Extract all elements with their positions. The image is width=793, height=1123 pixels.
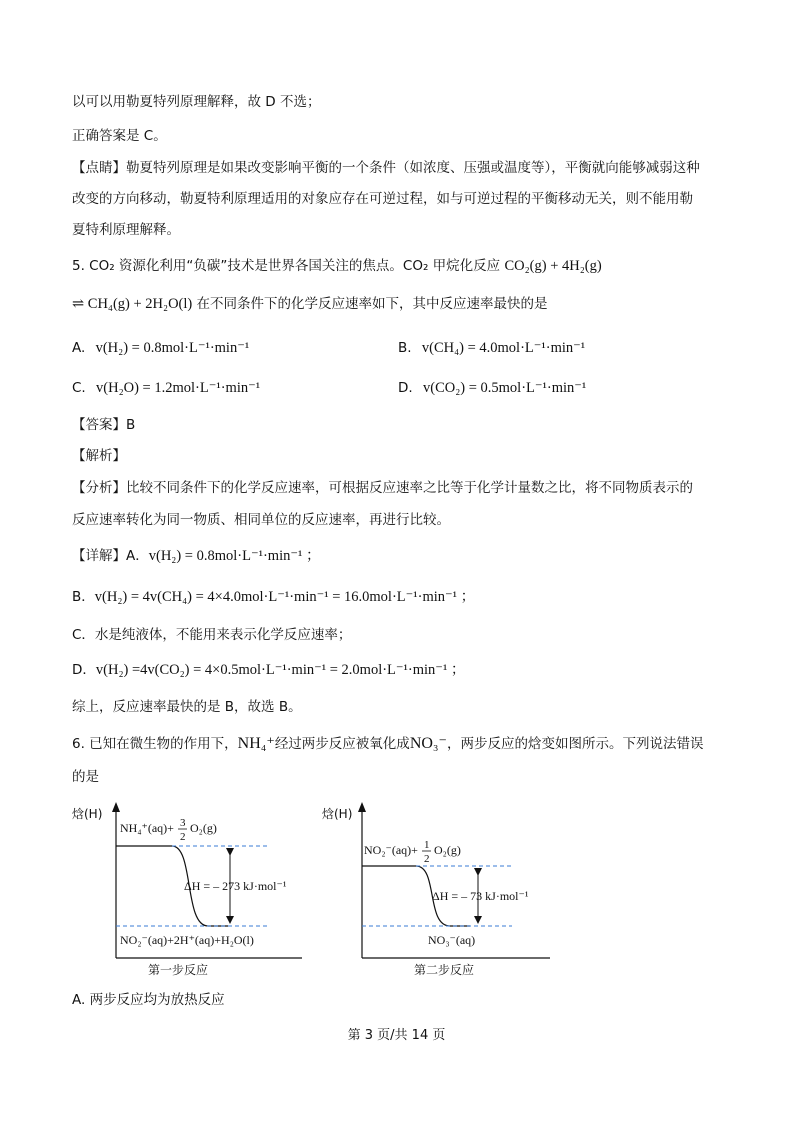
- detail-expression: v(H₂) =4v(CO₂) = 4×0.5mol·L⁻¹·min⁻¹ = 2.0mol·L⁻¹·min⁻¹ ；: [95, 662, 466, 678]
- q5-detail-d: [72, 660, 465, 680]
- q6-stem-line-1: [72, 734, 703, 754]
- option-letter: C.: [72, 380, 86, 396]
- option-letter: A.: [72, 340, 86, 356]
- option-expression: v(CO₂) = 0.5mol·L⁻¹·min⁻¹: [422, 380, 587, 396]
- detail-expression: v(H₂) = 4v(CH₄) = 4×4.0mol·L⁻¹·min⁻¹ = 16.0mol·L⁻¹·min⁻¹ ；: [94, 589, 476, 605]
- q6-stem-mid: 经过两步反应被氧化成: [274, 736, 410, 752]
- option-expression: v(H₂) = 0.8mol·L⁻¹·min⁻¹: [95, 340, 250, 356]
- q5-detail-b: [72, 587, 475, 607]
- axis-label: 焓(H): [72, 807, 103, 821]
- axis-label: 焓(H): [322, 807, 353, 821]
- fraction-numerator: 1: [424, 839, 430, 851]
- q5-equation-left: CO₂(g) + 4H₂(g): [504, 258, 602, 274]
- q5-detail-a: [72, 546, 321, 566]
- q5-stem-line-2: [72, 294, 548, 314]
- q5-equation-right: ⇌ CH₄(g) + 2H₂O(l): [72, 296, 193, 312]
- product-label: NO₃⁻(aq): [428, 933, 476, 947]
- q6-ion-nitrate: NO₃⁻: [409, 735, 447, 752]
- prev-solution-line-2: 正确答案是 C。: [72, 128, 167, 144]
- q5-option-a[interactable]: [72, 338, 249, 358]
- enthalpy-diagram-step-1: [72, 798, 312, 980]
- q5-option-d[interactable]: [398, 378, 586, 398]
- prev-solution-line-1: 以可以用勒夏特列原理解释，故 D 不选；: [72, 94, 321, 110]
- y-axis-arrow: [112, 802, 120, 812]
- option-letter: B.: [398, 340, 412, 356]
- q5-option-c[interactable]: [72, 378, 260, 398]
- enthalpy-diagram-step-2: [320, 798, 560, 980]
- detail-label: D．: [72, 662, 96, 678]
- fraction-numerator: 3: [180, 817, 186, 829]
- q6-ion-ammonium: NH₄⁺: [237, 735, 275, 752]
- q5-stem-suffix: 在不同条件下的化学反应速率如下，其中反应速率最快的是: [192, 296, 548, 312]
- q5-stem-prefix: 5. CO₂ 资源化利用“负碳”技术是世界各国关注的焦点。CO₂ 甲烷化反应: [72, 258, 505, 274]
- q5-answer: 【答案】B: [72, 417, 136, 433]
- comment-line-1: 【点睛】勒夏特列原理是如果改变影响平衡的一个条件（如浓度、压强或温度等），平衡就向能够减弱这种: [72, 160, 700, 176]
- detail-label: 【详解】A．: [72, 548, 149, 564]
- reactant-label: NH₄⁺(aq)+: [120, 821, 174, 835]
- reactant-tail: O₂(g): [190, 821, 217, 835]
- comment-line-3: 夏特利原理解释。: [72, 222, 180, 238]
- delta-h-label: ΔH = – 73 kJ·mol⁻¹: [432, 889, 529, 903]
- page-footer: 第 3 页/共 14 页: [347, 1028, 446, 1043]
- product-label: NO₂⁻(aq)+2H⁺(aq)+H₂O(l): [120, 933, 254, 947]
- q5-conclusion: 综上，反应速率最快的是 B，故选 B。: [72, 699, 302, 715]
- q5-detail-c: C．水是纯液体，不能用来表示化学反应速率；: [72, 627, 352, 643]
- option-expression: v(H₂O) = 1.2mol·L⁻¹·min⁻¹: [96, 380, 261, 396]
- fraction-denominator: 2: [180, 831, 186, 843]
- q6-stem-line-2: 的是: [72, 769, 99, 785]
- reactant-tail: O₂(g): [434, 843, 461, 857]
- q6-stem-prefix: 6. 已知在微生物的作用下，: [72, 736, 238, 752]
- fraction-denominator: 2: [424, 853, 430, 865]
- option-letter: D.: [398, 380, 413, 396]
- q5-analysis-line-1: 【分析】比较不同条件下的化学反应速率，可根据反应速率之比等于化学计量数之比，将不同物质表示的: [72, 480, 693, 496]
- detail-expression: v(H₂) = 0.8mol·L⁻¹·min⁻¹ ；: [148, 548, 321, 564]
- q5-stem-line-1: [72, 256, 602, 276]
- delta-h-label: ΔH = – 273 kJ·mol⁻¹: [184, 879, 287, 893]
- q5-analysis-label: 【解析】: [72, 448, 126, 464]
- q6-stem-suffix: ，两步反应的焓变如图所示。下列说法错误: [446, 736, 704, 752]
- q6-option-a[interactable]: A. 两步反应均为放热反应: [72, 992, 225, 1008]
- reactant-label: NO₂⁻(aq)+: [364, 843, 418, 857]
- diagram-caption: 第二步反应: [414, 963, 475, 977]
- diagram-caption: 第一步反应: [148, 963, 209, 977]
- option-expression: v(CH₄) = 4.0mol·L⁻¹·min⁻¹: [421, 340, 586, 356]
- q5-option-b[interactable]: [398, 338, 585, 358]
- q5-analysis-line-2: 反应速率转化为同一物质、相同单位的反应速率，再进行比较。: [72, 512, 450, 528]
- y-axis-arrow: [358, 802, 366, 812]
- detail-label: B．: [72, 589, 95, 605]
- comment-line-2: 改变的方向移动，勒夏特利原理适用的对象应存在可逆过程，如与可逆过程的平衡移动无关，则不能用勒: [72, 191, 693, 207]
